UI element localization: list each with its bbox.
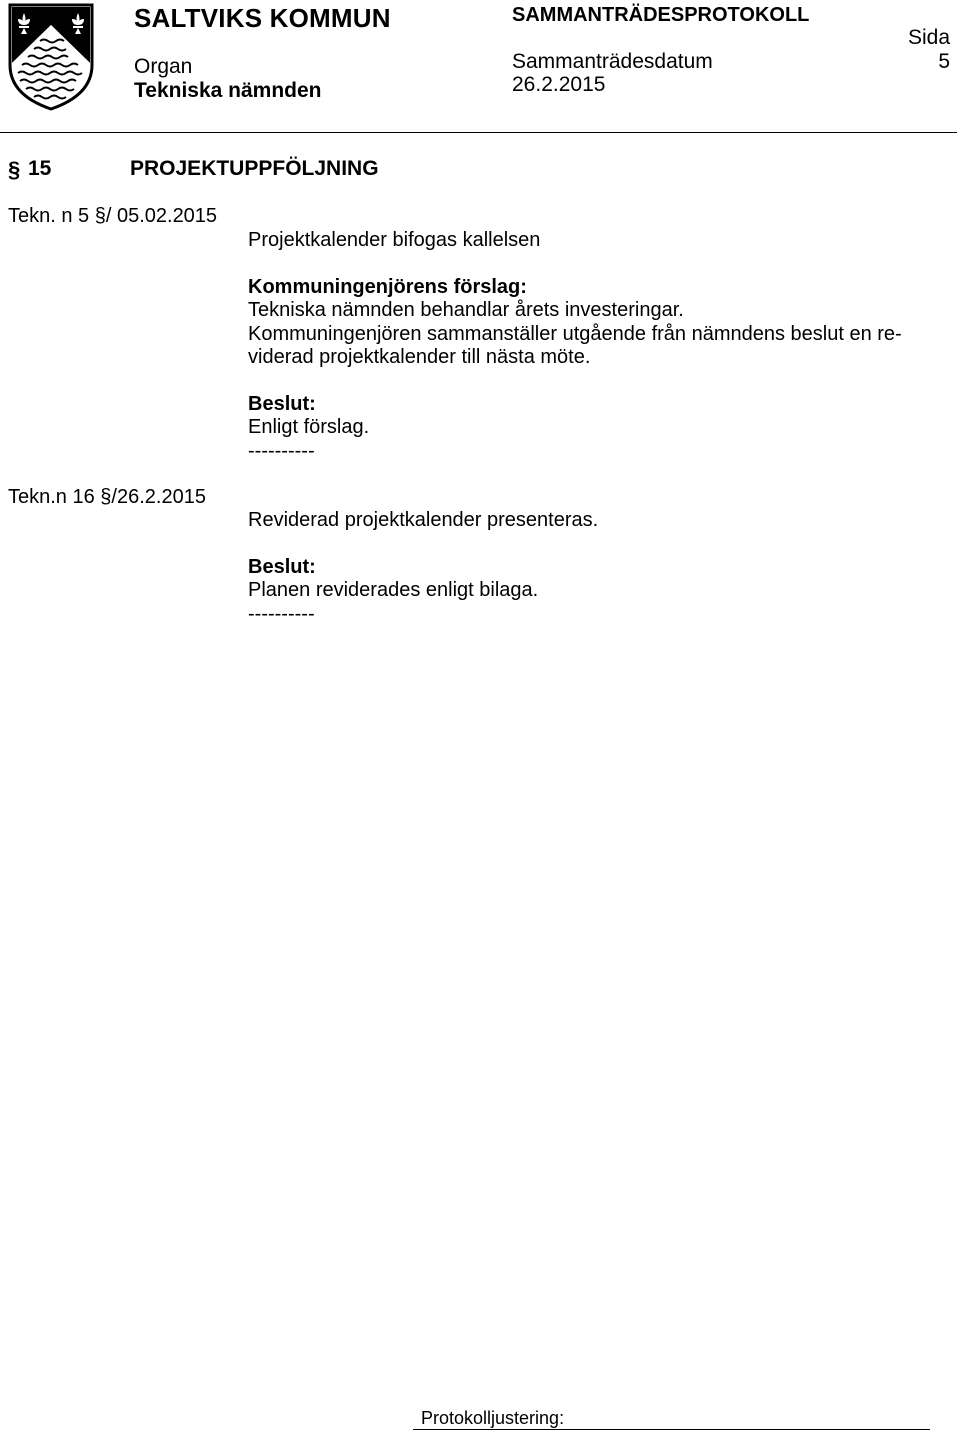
meeting-date-value: 26.2.2015: [512, 73, 606, 96]
reference-suffix: /26.2.2015: [111, 486, 206, 508]
reference-suffix: / 05.02.2015: [105, 205, 218, 227]
section-mark: §: [8, 157, 21, 182]
item-2-intro: Reviderad projektkalender presenteras.: [248, 509, 599, 531]
decision-text: Enligt förslag.: [248, 416, 370, 438]
section-number: 15: [28, 157, 52, 180]
meeting-date-label: Sammanträdesdatum: [512, 50, 713, 73]
organ-label: Organ: [134, 55, 193, 78]
separator: ----------: [248, 439, 315, 462]
organ-value: Tekniska nämnden: [134, 79, 322, 102]
separator: ----------: [248, 602, 315, 625]
item-1-intro: Projektkalender bifogas kallelsen: [248, 229, 541, 251]
section-title: PROJEKTUPPFÖLJNING: [130, 157, 379, 180]
page-label: Sida: [907, 26, 950, 49]
decision-text: Planen reviderades enligt bilaga.: [248, 579, 539, 601]
page-number: 5: [938, 50, 950, 73]
item-1-body: [248, 229, 902, 463]
signature-line: [413, 1429, 930, 1430]
decision-heading: Beslut:: [248, 555, 316, 578]
reference-mark: §: [100, 486, 112, 508]
spacer: [248, 370, 902, 393]
spacer: [248, 533, 598, 556]
proposal-heading: Kommuningenjörens förslag:: [248, 275, 527, 298]
proposal-line: Tekniska nämnden behandlar årets investeringar.: [248, 299, 684, 321]
reference-prefix: Tekn. n 5: [8, 205, 95, 227]
spacer: [248, 253, 902, 276]
signature-label: Protokolljustering:: [421, 1408, 565, 1428]
reference-mark: §: [94, 205, 106, 227]
coat-of-arms-icon: [8, 3, 94, 111]
reference-item-2: [8, 486, 206, 509]
municipality-name: SALTVIKS KOMMUN: [134, 3, 391, 33]
proposal-line: viderad projektkalender till nästa möte.: [248, 346, 591, 368]
proposal-line: Kommuningenjören sammanställer utgående från nämndens beslut en re-: [248, 322, 902, 345]
header-divider: [0, 132, 957, 133]
protocol-title: SAMMANTRÄDESPROTOKOLL: [512, 4, 810, 26]
reference-item-1: [8, 205, 217, 228]
decision-heading: Beslut:: [248, 392, 316, 415]
reference-prefix: Tekn.n 16: [8, 486, 101, 508]
item-2-body: [248, 509, 598, 626]
